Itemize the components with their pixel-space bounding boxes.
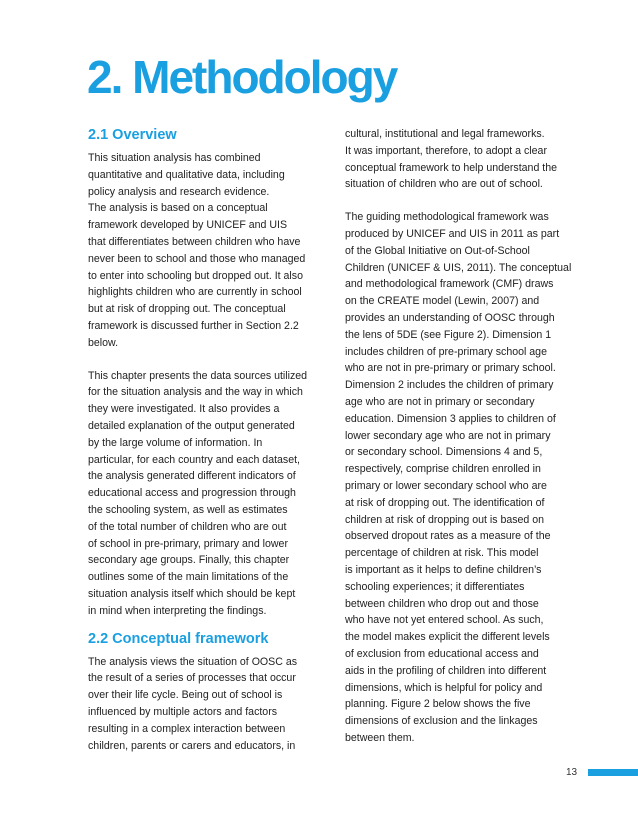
text-line: the lens of 5DE (see Figure 2). Dimension 1 xyxy=(345,328,552,341)
text-line: age who are not in primary or secondary xyxy=(345,395,535,408)
text-line: who have not yet entered school. As such, xyxy=(345,614,544,627)
text-line: of school in pre-primary, primary and lower xyxy=(88,537,288,550)
text-line: This situation analysis has combined xyxy=(88,152,261,164)
text-line: of exclusion from educational access and xyxy=(345,647,539,660)
text-line: provides an understanding of OOSC through xyxy=(345,311,555,324)
text-line: dimensions, which is helpful for policy and xyxy=(345,681,543,694)
text-line: between children who drop out and those xyxy=(345,597,539,610)
section-heading-overview: 2.1 Overview xyxy=(88,127,177,143)
text-line: the analysis generated different indicators of xyxy=(88,470,296,483)
text-line: This chapter presents the data sources utilized xyxy=(88,369,308,382)
text-line: who are not in pre-primary or primary school. xyxy=(345,362,556,375)
text-line: children, parents or carers and educators, in xyxy=(88,739,296,752)
text-line: that differentiates between children who have xyxy=(88,235,301,248)
text-line: outlines some of the main limitations of the xyxy=(88,571,289,584)
text-line: quantitative and qualitative data, including xyxy=(88,168,285,181)
text-line: influenced by multiple actors and factors xyxy=(88,705,278,718)
page-title: 2. Methodology xyxy=(87,51,397,103)
text-line: lower secondary age who are not in primary xyxy=(345,429,551,442)
text-line: includes children of pre-primary school age xyxy=(345,345,547,358)
text-line: education. Dimension 3 applies to children of xyxy=(345,412,556,425)
text-line: the schooling system, as well as estimates xyxy=(88,503,288,516)
paragraph-conceptual-1 xyxy=(88,654,320,755)
text-line: on the CREATE model (Lewin, 2007) and xyxy=(345,295,540,308)
text-line: conceptual framework to help understand the xyxy=(345,161,558,174)
text-line: resulting in a complex interaction between xyxy=(88,722,286,735)
text-line: schooling experiences; it differentiates xyxy=(345,580,525,593)
text-line: planning. Figure 2 below shows the five xyxy=(345,698,531,711)
text-line: over their life cycle. Being out of school is xyxy=(88,689,283,702)
text-line: educational access and progression through xyxy=(88,487,296,500)
paragraph-right-2 xyxy=(345,209,577,747)
text-line: The analysis views the situation of OOSC as xyxy=(88,655,298,668)
text-line: between them. xyxy=(345,731,415,744)
text-line: It was important, therefore, to adopt a clear xyxy=(345,144,547,157)
text-line: situation analysis itself which should be kept xyxy=(88,587,296,600)
text-line: dimensions of exclusion and the linkages xyxy=(345,715,538,728)
text-line: cultural, institutional and legal frameworks. xyxy=(345,128,545,140)
text-line: highlights children who are currently in school xyxy=(88,286,302,299)
text-line: below. xyxy=(88,336,119,349)
text-line: situation of children who are out of school. xyxy=(345,178,543,191)
text-line: children at risk of dropping out is based on xyxy=(345,513,545,526)
text-line: The guiding methodological framework was xyxy=(345,211,549,224)
text-line: by the large volume of information. In xyxy=(88,436,263,449)
text-line: detailed explanation of the output generated xyxy=(88,419,295,432)
text-line: observed dropout rates as a measure of the xyxy=(345,530,551,543)
text-line: particular, for each country and each dataset, xyxy=(88,453,301,466)
text-line: framework developed by UNICEF and UIS xyxy=(88,219,288,232)
text-line: they were investigated. It also provides a xyxy=(88,403,280,416)
text-line: The analysis is based on a conceptual xyxy=(88,202,268,215)
text-line: percentage of children at risk. This model xyxy=(345,547,539,560)
text-line: the result of a series of processes that occur xyxy=(88,672,296,685)
page-number: 13 xyxy=(566,767,578,778)
text-line: at risk of dropping out. The identification of xyxy=(345,496,545,509)
right-column xyxy=(345,126,577,747)
text-line: to enter into schooling but dropped out. It also xyxy=(88,269,303,282)
text-line: of the Global Initiative on Out-of-School xyxy=(345,244,530,257)
text-line: in mind when interpreting the findings. xyxy=(88,604,267,617)
text-line: Dimension 2 includes the children of primary xyxy=(345,379,554,392)
text-line: and methodological framework (CMF) draws xyxy=(345,278,554,291)
text-line: secondary age groups. Finally, this chapter xyxy=(88,554,290,567)
paragraph-overview-1 xyxy=(88,150,320,352)
text-line: for the situation analysis and the way in which xyxy=(88,386,303,399)
text-line: respectively, comprise children enrolled in xyxy=(345,463,541,476)
paragraph-right-1 xyxy=(345,126,577,193)
text-line: never been to school and those who managed xyxy=(88,252,306,265)
text-line: primary or lower secondary school who are xyxy=(345,479,547,492)
text-line: is important as it helps to define children’s xyxy=(345,563,542,576)
text-line: of the total number of children who are out xyxy=(88,520,287,533)
text-line: produced by UNICEF and UIS in 2011 as part xyxy=(345,227,560,240)
text-line: aids in the profiling of children into different xyxy=(345,664,547,677)
left-column xyxy=(88,126,320,754)
text-line: or secondary school. Dimensions 4 and 5, xyxy=(345,446,543,459)
text-line: the model makes explicit the different levels xyxy=(345,631,550,644)
text-line: policy analysis and research evidence. xyxy=(88,185,270,198)
text-line: Children (UNICEF & UIS, 2011). The conceptual xyxy=(345,261,572,274)
text-line: framework is discussed further in Section 2.2 xyxy=(88,319,299,332)
text-line: but at risk of dropping out. The conceptual xyxy=(88,303,286,316)
page-accent-bar xyxy=(588,769,638,776)
section-heading-conceptual-framework: 2.2 Conceptual framework xyxy=(88,630,269,647)
paragraph-overview-2 xyxy=(88,368,320,620)
